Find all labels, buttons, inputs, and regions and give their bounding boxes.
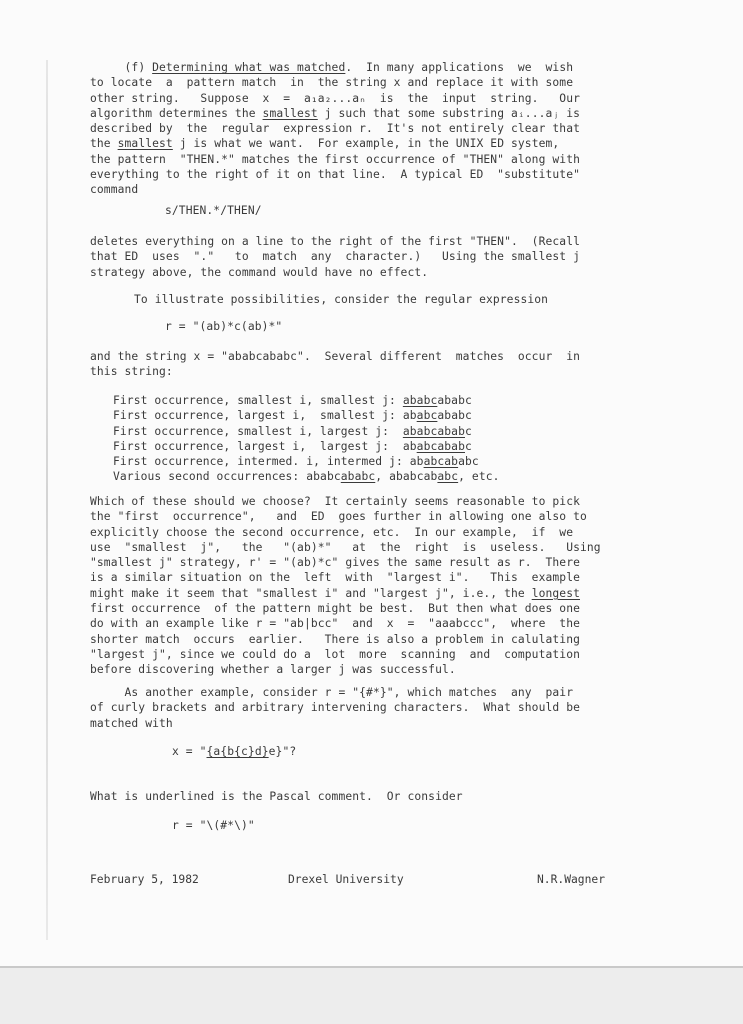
paragraph-text: and the string x = "ababcababc". Several different matches occur in	[90, 350, 580, 363]
paragraph-which	[90, 494, 601, 678]
underlined-word: smallest	[262, 106, 318, 120]
occurrence-list	[113, 393, 500, 485]
occurrence-post: ababc	[437, 394, 472, 407]
occurrence-item	[113, 425, 472, 438]
occurrence-item	[113, 455, 479, 468]
occurrence-label: First occurrence, intermed. i, intermed j:	[113, 455, 410, 469]
paragraph-text: j such that some substring aᵢ...aⱼ is	[317, 106, 581, 120]
footer-institution: Drexel University	[288, 873, 404, 886]
occurrence-label: First occurrence, largest i, smallest j:	[113, 409, 403, 423]
x-example-post: e}"?	[268, 745, 297, 758]
paragraph-text: of curly brackets and arbitrary intervening characters. What should be	[90, 701, 580, 715]
occurrence-label: First occurrence, largest i, largest j:	[113, 439, 403, 453]
x-example	[172, 744, 296, 759]
paragraph-text: first occurrence of the pattern might be best. But then what does one	[90, 602, 580, 616]
various-occurrences	[113, 470, 500, 483]
illustrate-sentence: To illustrate possibilities, consider the regular expression	[134, 293, 549, 306]
paragraph-text: other string. Suppose x = a₁a₂...aₙ is the input string. Our	[90, 91, 580, 105]
paragraph-label: (f)	[124, 61, 153, 74]
underlined-word: smallest	[117, 137, 173, 151]
various-pre: ababc	[306, 470, 341, 484]
occurrence-match: ababcabab	[402, 424, 465, 438]
section-heading: Determining what was matched	[152, 61, 346, 74]
paragraph-text: explicitly choose the second occurrence, etc. In our example, if we	[90, 525, 574, 539]
occurrence-post: abc	[458, 455, 479, 469]
occurrence-post: c	[464, 439, 472, 453]
paragraph-text: As another example, consider r = "{#*}", which matches any pair	[124, 686, 574, 699]
paragraph-text: "largest j", since we could do a lot more scanning and computation	[90, 647, 580, 661]
page-edge	[0, 966, 743, 968]
paragraph-string	[90, 349, 580, 380]
various-match: abc	[437, 470, 459, 484]
occurrence-label: First occurrence, smallest i, smallest j:	[113, 394, 403, 407]
paragraph-text: shorter match occurs earlier. There is also a problem in calulating	[90, 632, 580, 646]
occurrence-post: c	[464, 424, 472, 438]
various-tail: , etc.	[458, 470, 500, 484]
x-example-pre: x = "	[172, 745, 207, 758]
paragraph-text: this string:	[90, 365, 173, 379]
paragraph-deletes	[90, 234, 580, 280]
occurrence-post: ababc	[437, 409, 472, 423]
paragraph-text: to locate a pattern match in the string x and replace it with some	[90, 76, 574, 90]
paragraph-text: the "first occurrence", and ED goes further in allowing one also to	[90, 510, 587, 524]
paragraph-text: "smallest j" strategy, r' = "(ab)*c" gives the same result as r. There	[90, 556, 580, 570]
occurrence-item	[113, 409, 472, 422]
various-match: ababc	[340, 470, 376, 484]
paragraph-text: do with an example like r = "ab|bcc" and x = "aaabccc", where the	[90, 617, 580, 631]
occurrence-pre: ab	[402, 409, 417, 423]
occurrence-pre: ab	[409, 455, 424, 469]
paragraph-text: that ED uses "." to match any character.) Using the smallest j	[90, 250, 580, 264]
underlined-word: longest	[531, 586, 580, 600]
paragraph-text: algorithm determines the	[90, 106, 263, 120]
paragraph-text: strategy above, the command would have no effect.	[90, 265, 429, 279]
paragraph-text: the	[90, 137, 118, 151]
paragraph-text: might make it seem that "smallest i" and "largest j", i.e., the	[90, 586, 532, 600]
paragraph-text: matched with	[90, 716, 173, 730]
occurrence-item	[113, 440, 472, 453]
paragraph-another	[90, 685, 580, 731]
paragraph-text: everything to the right of it on that line. A typical ED "substitute"	[90, 168, 580, 182]
regex-example: r = "(ab)*c(ab)*"	[165, 320, 283, 333]
command-example: s/THEN.*/THEN/	[165, 204, 262, 217]
x-example-match: {a{b{c}d}	[206, 745, 269, 758]
paragraph-what: What is underlined is the Pascal comment. Or consider	[90, 790, 463, 803]
occurrence-match: abcab	[423, 455, 459, 469]
occurrence-match: abc	[416, 409, 438, 423]
paragraph-f	[90, 60, 580, 198]
various-pre: ababcab	[389, 470, 438, 484]
paragraph-text: use "smallest j", the "(ab)*" at the right is useless. Using	[90, 540, 601, 554]
scan-margin-shadow	[46, 60, 48, 940]
footer-author: N.R.Wagner	[537, 873, 606, 886]
paragraph-text: Which of these should we choose? It certainly seems reasonable to pick	[90, 495, 580, 508]
paragraph-text: command	[90, 183, 139, 197]
occurrence-match: abcabab	[416, 439, 465, 453]
paragraph-text: . In many applications we wish	[345, 61, 574, 74]
footer-date: February 5, 1982	[90, 873, 199, 886]
paragraph-text: the pattern "THEN.*" matches the first occurrence of "THEN" along with	[90, 152, 580, 166]
various-separator: ,	[375, 470, 390, 484]
occurrence-match: ababc	[402, 394, 438, 407]
various-label: Various second occurrences:	[113, 470, 307, 484]
regex-example-2: r = "\(#*\)"	[172, 819, 255, 832]
paragraph-text: is a similar situation on the left with "largest i". This example	[90, 571, 580, 585]
paragraph-text: j is what we want. For example, in the UNIX ED system,	[172, 137, 560, 151]
occurrence-pre: ab	[402, 439, 417, 453]
paragraph-text: deletes everything on a line to the right of the first "THEN". (Recall	[90, 235, 580, 248]
paragraph-text: before discovering whether a larger j was successful.	[90, 663, 456, 677]
occurrence-item	[113, 394, 472, 407]
paragraph-text: described by the regular expression r. It's not entirely clear that	[90, 122, 580, 136]
occurrence-label: First occurrence, smallest i, largest j:	[113, 424, 403, 438]
